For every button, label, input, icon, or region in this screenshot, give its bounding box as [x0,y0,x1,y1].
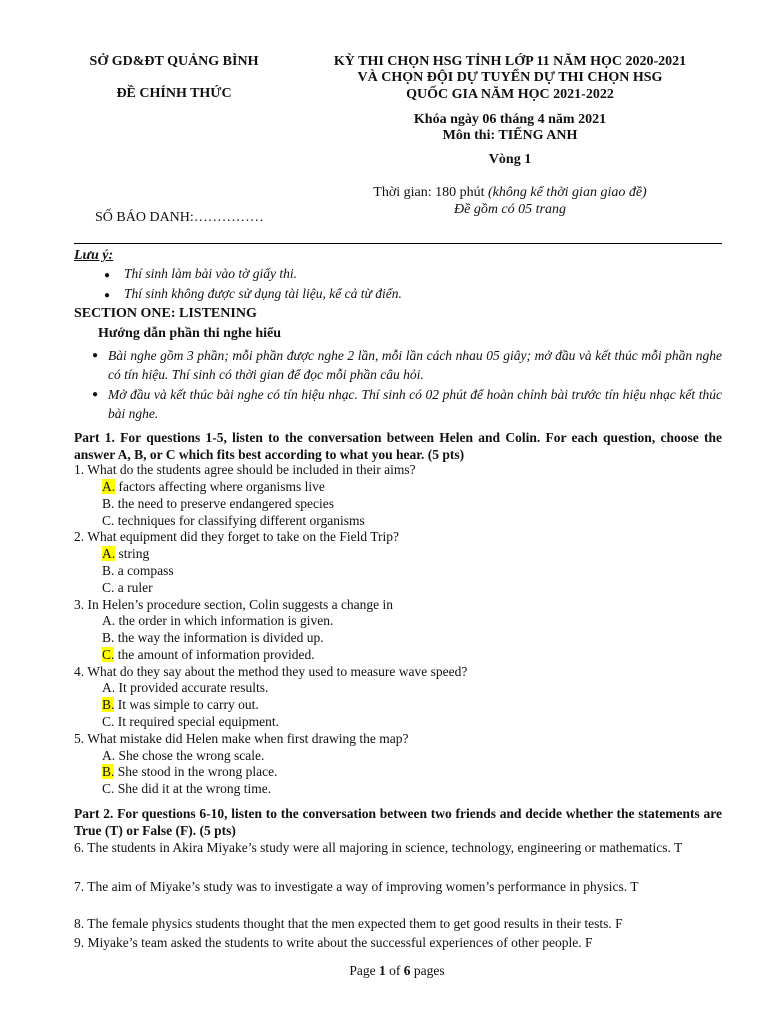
exam-title-line1: KỲ THI CHỌN HSG TỈNH LỚP 11 NĂM HỌC 2020-2021 [333,54,687,69]
question-3: 3. In Helen’s procedure section, Colin suggests a change in [74,597,394,612]
option-text: the amount of information provided. [117,647,315,662]
candidate-number: SỐ BÁO DANH:…………… [95,210,264,225]
option [102,680,268,696]
option-letter: C. [102,781,115,796]
bullet-icon: ● [92,350,99,361]
option [102,697,259,713]
option-letter: A. [102,680,116,695]
bullet-icon: ● [92,389,99,400]
option-text: It was simple to carry out. [117,697,259,712]
option-letter: B. [102,630,115,645]
option-text: the way the information is divided up. [117,630,324,645]
statement-9: 9. Miyake’s team asked the students to write about the successful experiences of other people. F [74,935,593,950]
question-1: 1. What do the students agree should be included in their aims? [74,462,416,477]
option-text: the order in which information is given. [118,613,334,628]
notes-title: Lưu ý: [74,248,114,263]
guide-item: Bài nghe gồm 3 phần; mỗi phần được nghe 2 lần, mỗi lần cách nhau 05 giây; mở đầu và kết thúc mỗi phần nghe có tín hiệu. Thí sinh có thời gian để đọc mỗi phần câu hỏi. [108,348,722,382]
time-label: Thời gian: 180 phút [373,185,485,200]
option [102,764,278,780]
option [102,580,153,596]
option [102,781,271,797]
footer-text: Page [349,963,379,978]
option-text: techniques for classifying different organisms [117,513,365,528]
question-2: 2. What equipment did they forget to take on the Field Trip? [74,529,399,544]
option-letter: B. [102,496,115,511]
option-text: She stood in the wrong place. [117,764,278,779]
option [102,513,365,529]
bullet-icon: ● [104,290,111,301]
option-text: It required special equipment. [117,714,279,729]
exam-title-line2: VÀ CHỌN ĐỘI DỰ TUYỂN DỰ THI CHỌN HSG [357,70,663,85]
option-letter: C. [102,513,115,528]
exam-round: Vòng 1 [488,152,532,167]
question-4: 4. What do they say about the method they used to measure wave speed? [74,664,468,679]
option [102,748,264,764]
answer-highlight: B. [102,764,115,779]
option [102,647,315,663]
exam-subject: Môn thi: TIẾNG ANH [442,128,578,143]
option-text: string [118,546,150,561]
exam-time [300,185,720,201]
option-text: a ruler [117,580,153,595]
option [102,613,333,629]
option-text: She did it at the wrong time. [117,781,272,796]
answer-highlight: A. [102,546,116,561]
header-divider [74,243,722,244]
statement-7: 7. The aim of Miyake’s study was to investigate a way of improving women’s performance in physics. T [74,879,639,894]
option-letter: B. [102,563,115,578]
answer-highlight: C. [102,647,115,662]
statement-6: 6. The students in Akira Miyake’s study were all majoring in science, technology, engineering or mathematics. T [74,840,683,855]
page-number: 1 [379,963,386,978]
footer-text: of [385,963,404,978]
page-footer [0,963,768,979]
part2-instruction: Part 2. For questions 6-10, listen to the conversation between two friends and decide whether the statements are True (T) or False (F). (5 pts) [74,806,722,838]
statement-8: 8. The female physics students thought that the men expected them to get good results in their tests. F [74,916,623,931]
department-name: SỞ GD&ĐT QUẢNG BÌNH [89,54,259,69]
option [102,546,149,562]
option-text: She chose the wrong scale. [118,748,265,763]
option-letter: C. [102,580,115,595]
option-text: factors affecting where organisms live [118,479,325,494]
official-label: ĐỀ CHÍNH THỨC [116,86,232,101]
option-letter: A. [102,748,116,763]
time-note: (không kể thời gian giao đề) [488,185,647,200]
option [102,496,334,512]
option [102,714,279,730]
exam-date: Khóa ngày 06 tháng 4 năm 2021 [413,112,607,127]
option-text: the need to preserve endangered species [117,496,335,511]
bullet-icon: ● [104,270,111,281]
option [102,630,324,646]
note-item: Thí sinh không được sử dụng tài liệu, kể cả từ điển. [124,286,402,301]
option-letter: C. [102,714,115,729]
pages-note: Đề gồm có 05 trang [454,202,566,217]
option [102,479,325,495]
section-title: SECTION ONE: LISTENING [74,306,257,321]
answer-highlight: B. [102,697,115,712]
page-total: 6 [403,963,411,978]
exam-title-line3: QUỐC GIA NĂM HỌC 2021-2022 [406,87,614,102]
guide-item: Mở đầu và kết thúc bài nghe có tín hiệu nhạc. Thí sinh có 02 phút để hoàn chỉnh bài trước tín hiệu nhạc kết thúc bài nghe. [108,387,722,421]
option-letter: A. [102,613,116,628]
option [102,563,174,579]
footer-text: pages [410,963,445,978]
option-text: a compass [117,563,174,578]
guide-title: Hướng dẫn phần thi nghe hiểu [98,326,282,341]
question-5: 5. What mistake did Helen make when first drawing the map? [74,731,409,746]
part1-instruction: Part 1. For questions 1-5, listen to the conversation between Helen and Colin. For each question, choose the answer A, B, or C which fits best according to what you hear. (5 pts) [74,430,722,462]
answer-highlight: A. [102,479,116,494]
note-item: Thí sinh làm bài vào tờ giấy thi. [124,266,297,281]
option-text: It provided accurate results. [118,680,269,695]
